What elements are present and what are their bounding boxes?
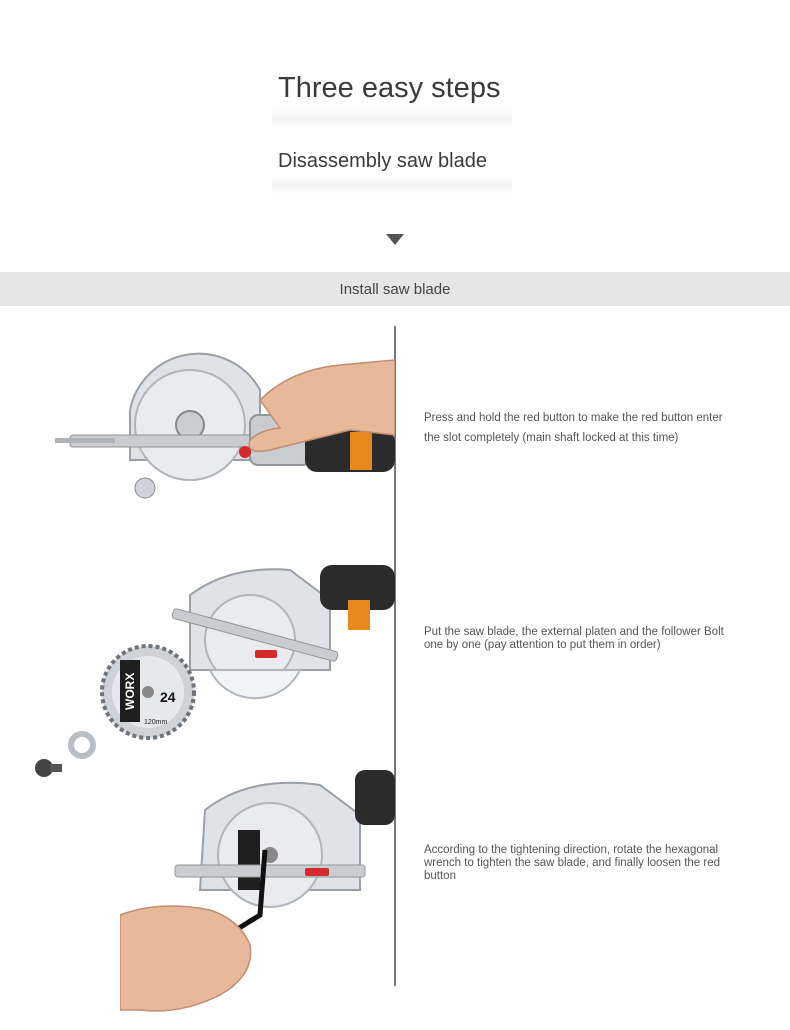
handle-accent-2 — [348, 600, 370, 630]
handle-accent-1 — [350, 432, 372, 470]
bolt-2 — [35, 759, 62, 777]
section-label: Install saw blade — [339, 281, 451, 298]
blade-brand: WORX — [123, 672, 137, 710]
step2-illustration — [30, 560, 395, 790]
lock-button-3 — [305, 868, 329, 876]
step1-illustration — [50, 340, 395, 520]
step2-text: Put the saw blade, the external platen and the follower Bolt one by one (pay attention to put them in order) — [424, 626, 724, 651]
down-arrow-icon — [386, 234, 404, 245]
step3-illustration — [120, 760, 395, 1020]
blade-diameter: 120mm — [144, 719, 168, 726]
handle-3 — [355, 770, 395, 825]
saw-body-3 — [200, 783, 360, 907]
washer-2 — [71, 734, 93, 756]
title-fade — [272, 106, 512, 128]
base-plate-3 — [175, 865, 365, 877]
subtitle-fade — [272, 176, 512, 194]
step1-text: Press and hold the red button to make the red button enter the slot completely (main shaft locked at this time) — [424, 412, 723, 444]
guide-rail-1 — [55, 438, 115, 443]
blade-teeth: 24 — [160, 689, 176, 705]
step3-text: According to the tightening direction, rotate the hexagonal wrench to tighten the saw blade, and finally loosen the red button — [424, 844, 720, 882]
saw-guard-1 — [130, 354, 260, 480]
depth-knob-1 — [135, 478, 155, 498]
page-subtitle: Disassembly saw blade — [278, 150, 487, 172]
page-title: Three easy steps — [278, 72, 501, 104]
lock-button-2 — [255, 650, 277, 658]
hand-3 — [120, 906, 251, 1011]
